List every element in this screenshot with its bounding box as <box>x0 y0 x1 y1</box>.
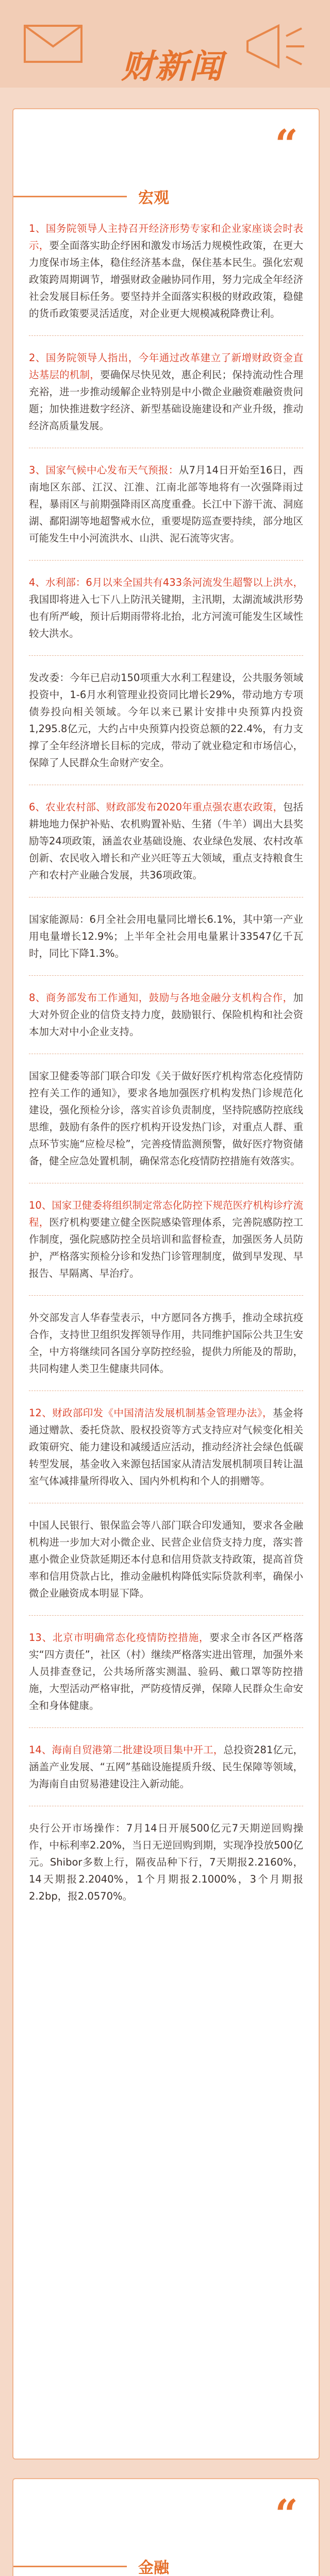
item-text: 总投资281亿元，涵盖产业发展、“五网”基础设施提质升级、民生保障等领域，为海南自由贸易港建设注入新动能。 <box>29 1744 303 1790</box>
item-list <box>29 220 303 1918</box>
list-item <box>29 1404 303 1489</box>
section-title: 宏观 <box>138 189 169 207</box>
item-text: 要全面落实助企纾困和激发市场活力规模性政策，在更大力度保市场主体，稳住经济基本盘，保住基本民生。强化宏观政策跨周期调节，增强财政金融协同作用，努力完成全年经济社会发展目标任务。要坚持并全面落实积极的财政政策，稳健的货币政策要灵活适度，对企业更大规模减税降费让利。 <box>29 240 303 319</box>
list-item <box>29 1067 303 1170</box>
list-item <box>29 1197 303 1282</box>
item-highlight: 6、农业农村部、财政部发布2020年重点强农惠农政策， <box>29 801 283 813</box>
item-highlight: 8、商务部发布工作通知，鼓励与各地金融分支机构合作， <box>29 992 293 1004</box>
list-item <box>29 349 303 434</box>
item-text: 从7月14日开始至16日，西南地区东部、江汉、江淮、江南北部等地将有一次强降雨过程，暴雨区与前期强降雨区高度重叠。长江中下游干流、洞庭湖、鄱阳湖等地超警戒水位，重要堤防巡查要持续，部分地区可能发生中小河流洪水、山洪、泥石流等灾害。 <box>29 464 303 544</box>
list-item <box>29 799 303 884</box>
item-divider <box>29 335 303 336</box>
list-item <box>29 462 303 547</box>
item-divider <box>29 560 303 561</box>
list-item <box>29 1309 303 1377</box>
list-item <box>29 220 303 322</box>
item-highlight: 13、北京市明确常态化疫情防控措施， <box>29 1632 210 1643</box>
list-item <box>29 1820 303 1905</box>
item-divider <box>29 1615 303 1616</box>
item-text: 国家能源局：6月全社会用电量同比增长6.1%，其中第一产业用电量增长12.9%；上半年全社会用电量累计33547亿千瓦时，同比下降1.3%。 <box>29 913 303 959</box>
item-divider <box>29 1295 303 1296</box>
item-text: 基金将通过赠款、委托贷款、股权投资等方式支持应对气候变化相关政策研究、能力建设和减缓适应活动，推动经济社会绿色低碳转型发展，基金收入来源包括国家从清洁发展机制项目转让温室气体减排量所得收入、国内外机构和个人的捐赠等。 <box>29 1407 303 1487</box>
list-item <box>29 989 303 1040</box>
section-heading <box>13 2556 169 2576</box>
list-item <box>29 911 303 962</box>
section-heading <box>13 187 169 206</box>
item-highlight: 14、海南自贸港第二批建设项目集中开工， <box>29 1744 224 1756</box>
item-divider <box>29 655 303 656</box>
item-divider <box>29 1727 303 1728</box>
list-item <box>29 669 303 771</box>
item-text: 外交部发言人华春莹表示，中方愿同各方携手，推动全球抗疫合作，支持世卫组织发挥领导作用，共同维护国际公共卫生安全，中方将继续同各国分享防控经验，提供力所能及的帮助，共同构建人类卫生健康共同体。 <box>29 1312 303 1375</box>
item-text: 要确保尽快见效，惠企利民；保持流动性合理充裕，进一步推动缓解企业特别是中小微企业融资难融资贵问题；加快推进数字经济、新型基础设施建设和产业升级，推动经济高质量发展。 <box>29 369 303 432</box>
heading-bar <box>13 2566 127 2567</box>
item-highlight: 10、国家卫健委将组织制定常态化防控下规范医疗机构诊疗流程， <box>29 1199 303 1228</box>
item-text: 我国即将进入七下八上防汛关键期，主汛期，太湖流域洪形势也有所严峻，预计后期雨带将北抬，北方河流可能发生区域性较大洪水。 <box>29 594 303 639</box>
item-text: 医疗机构要建立健全医院感染管理体系，完善院感防控工作制度，强化院感防控全员培训和监督检查，加强医务人员防护，严格落实预检分诊和发热门诊管理制度，做到早发现、早报告、早隔离、早治疗。 <box>29 1216 303 1279</box>
item-highlight: 4、水利部：6月以来全国共有433条河流发生超警以上洪水， <box>29 577 303 588</box>
list-item <box>29 1741 303 1792</box>
item-text: 国家卫健委等部门联合印发《关于做好医疗机构常态化疫情防控有关工作的通知》，要求各地加强医疗机构发热门诊规范化建设，强化预检分诊，落实首诊负责制度，坚持院感防控底线思维，鼓励有条件的医疗机构开设发热门诊，对重点人群、重点环节实施“应检尽检”，完善疫情监测预警，做好医疗物资储备，健全应急处置机制，确保常态化疫情防控措施有效落实。 <box>29 1070 303 1167</box>
envelope-icon <box>21 21 88 67</box>
list-item <box>29 1629 303 1714</box>
item-highlight: 12、财政部印发《中国清洁发展机制基金管理办法》， <box>29 1407 273 1419</box>
quote-mark-icon: “ <box>275 121 298 168</box>
page-title: 财新闻 <box>121 48 223 86</box>
item-text: 中国人民银行、银保监会等八部门联合印发通知，要求各金融机构进一步加大对小微企业、民营企业信贷支持力度，落实普惠小微企业贷款延期还本付息和信用贷款支持政策，提高首贷率和信用贷款占比，推动金融机构降低实际贷款利率，确保小微企业融资成本明显下降。 <box>29 1519 303 1599</box>
item-text: 加大对外贸企业的信贷支持力度，鼓励银行、保险机构和社会资本加大对中小企业支持。 <box>29 992 303 1038</box>
heading-bar <box>13 196 127 197</box>
section-macro <box>12 108 320 2460</box>
list-item <box>29 574 303 642</box>
item-highlight: 2、国务院领导人指出，今年通过改革建立了新增财政资金直达基层的机制， <box>29 352 303 381</box>
section-finance <box>12 2478 320 2576</box>
item-divider <box>29 975 303 976</box>
page-header <box>0 0 330 88</box>
item-text: 要求全市各区严格落实“四方责任”，社区（村）继续严格落实进出管理，加强外来人员排查登记，公共场所落实测温、验码、戴口罩等防控措施，大型活动严格审批，严防疫情反弹，保障人民群众生命安全和身体健康。 <box>29 1632 303 1711</box>
quote-mark-icon: “ <box>275 2491 298 2538</box>
megaphone-icon <box>237 15 309 77</box>
item-highlight: 1、国务院领导人主持召开经济形势专家和企业家座谈会时表示， <box>29 223 303 251</box>
list-item <box>29 1517 303 1602</box>
item-text: 包括耕地地力保护补贴、农机购置补贴、生猪（牛羊）调出大县奖励等24项政策，涵盖农业基础设施、农业绿色发展、农村改革创新、农民收入增长和产业兴旺等五大领域，重点支持粮食生产和农村产业融合发展，共36项政策。 <box>29 801 303 881</box>
item-text: 发改委：今年已启动150项重大水利工程建设，公共服务领域投资中，1-6月水利管理业投资同比增长29%，带动地方专项债券投向相关领域。今年以来已累计安排中央预算内投资1,295.8亿元，大约占中央预算内投资总额的22.4%，有力支撑了全年经济增长目标的完成，带动了就业稳定和市场信心，保障了人民群众生命财产安全。 <box>29 672 303 769</box>
item-highlight: 3、国家气候中心发布天气预报： <box>29 464 179 476</box>
item-text: 央行公开市场操作：7月14日开展500亿元7天期逆回购操作，中标利率2.20%，当日无逆回购到期，实现净投放500亿元。Shibor多数上行，隔夜品种下行，7天期报2.2160%，14天期报2.2040%，1个月期报2.1000%，3个月期报2.2bp，报2.0570%。 <box>29 1822 303 1902</box>
section-title: 金融 <box>138 2559 169 2576</box>
